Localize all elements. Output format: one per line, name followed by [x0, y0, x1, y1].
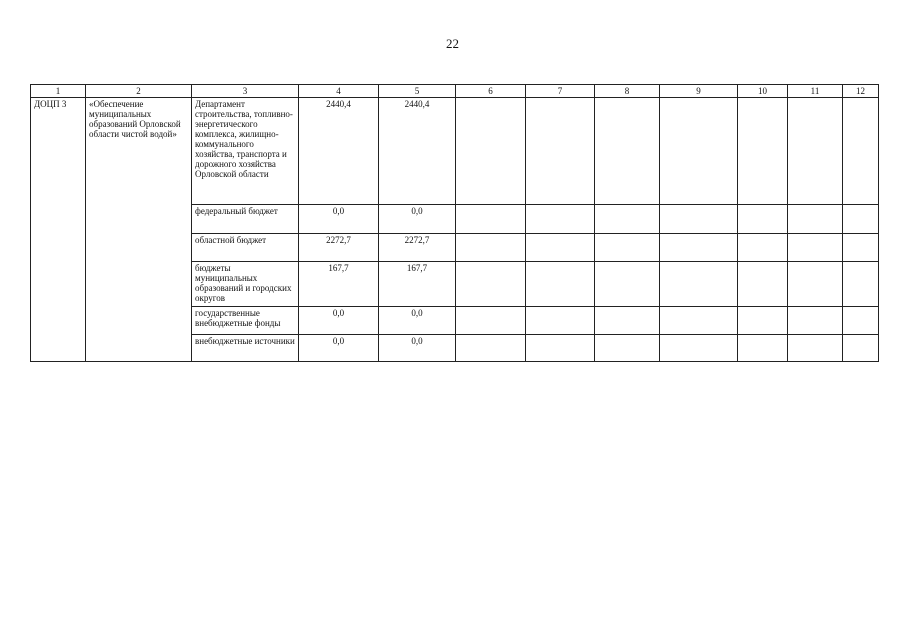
funding-source-cell: областной бюджет [192, 234, 299, 262]
value-col5-cell: 0,0 [379, 335, 456, 362]
empty-cell [788, 234, 843, 262]
value-col4-cell: 0,0 [299, 335, 379, 362]
empty-cell [456, 262, 526, 307]
empty-cell [595, 98, 660, 205]
empty-cell [738, 234, 788, 262]
empty-cell [843, 98, 879, 205]
empty-cell [660, 98, 738, 205]
empty-cell [738, 335, 788, 362]
empty-cell [788, 307, 843, 335]
funding-source-cell: бюджеты муниципальных образований и городских округов [192, 262, 299, 307]
empty-cell [843, 335, 879, 362]
empty-cell [456, 98, 526, 205]
table-row [31, 98, 879, 205]
empty-cell [595, 307, 660, 335]
budget-table [30, 84, 879, 362]
funding-source-cell: федеральный бюджет [192, 205, 299, 234]
column-header-3: 3 [192, 85, 299, 98]
empty-cell [738, 262, 788, 307]
empty-cell [738, 205, 788, 234]
column-header-10: 10 [738, 85, 788, 98]
column-header-11: 11 [788, 85, 843, 98]
empty-cell [660, 234, 738, 262]
empty-cell [595, 335, 660, 362]
empty-cell [595, 234, 660, 262]
empty-cell [660, 205, 738, 234]
empty-cell [738, 98, 788, 205]
value-col5-cell: 167,7 [379, 262, 456, 307]
funding-source-cell: государственные внебюджетные фонды [192, 307, 299, 335]
empty-cell [456, 335, 526, 362]
value-col5-cell: 2440,4 [379, 98, 456, 205]
empty-cell [660, 262, 738, 307]
column-header-12: 12 [843, 85, 879, 98]
column-header-4: 4 [299, 85, 379, 98]
value-col4-cell: 167,7 [299, 262, 379, 307]
empty-cell [843, 234, 879, 262]
empty-cell [595, 205, 660, 234]
value-col5-cell: 0,0 [379, 307, 456, 335]
value-col5-cell: 2272,7 [379, 234, 456, 262]
empty-cell [526, 98, 595, 205]
program-name-cell: «Обеспечение муниципальных образований Орловской области чистой водой» [86, 98, 192, 362]
funding-source-cell: Департамент строительства, топливно-энергетического комплекса, жилищно-коммунального хозяйства, транспорта и дорожного хозяйства Орловской области [192, 98, 299, 205]
value-col5-cell: 0,0 [379, 205, 456, 234]
empty-cell [526, 335, 595, 362]
empty-cell [456, 205, 526, 234]
empty-cell [526, 307, 595, 335]
value-col4-cell: 2272,7 [299, 234, 379, 262]
column-header-2: 2 [86, 85, 192, 98]
column-header-5: 5 [379, 85, 456, 98]
column-header-8: 8 [595, 85, 660, 98]
empty-cell [738, 307, 788, 335]
empty-cell [526, 234, 595, 262]
column-header-7: 7 [526, 85, 595, 98]
empty-cell [788, 98, 843, 205]
column-header-9: 9 [660, 85, 738, 98]
header-row [31, 85, 879, 98]
empty-cell [456, 307, 526, 335]
empty-cell [843, 262, 879, 307]
page-number: 22 [446, 36, 459, 51]
column-header-6: 6 [456, 85, 526, 98]
empty-cell [526, 205, 595, 234]
empty-cell [456, 234, 526, 262]
empty-cell [526, 262, 595, 307]
column-header-1: 1 [31, 85, 86, 98]
empty-cell [843, 205, 879, 234]
empty-cell [843, 307, 879, 335]
value-col4-cell: 0,0 [299, 205, 379, 234]
value-col4-cell: 2440,4 [299, 98, 379, 205]
program-code-cell: ДОЦП 3 [31, 98, 86, 362]
empty-cell [660, 335, 738, 362]
empty-cell [788, 335, 843, 362]
empty-cell [788, 262, 843, 307]
value-col4-cell: 0,0 [299, 307, 379, 335]
empty-cell [788, 205, 843, 234]
empty-cell [660, 307, 738, 335]
funding-source-cell: внебюджетные источники [192, 335, 299, 362]
empty-cell [595, 262, 660, 307]
